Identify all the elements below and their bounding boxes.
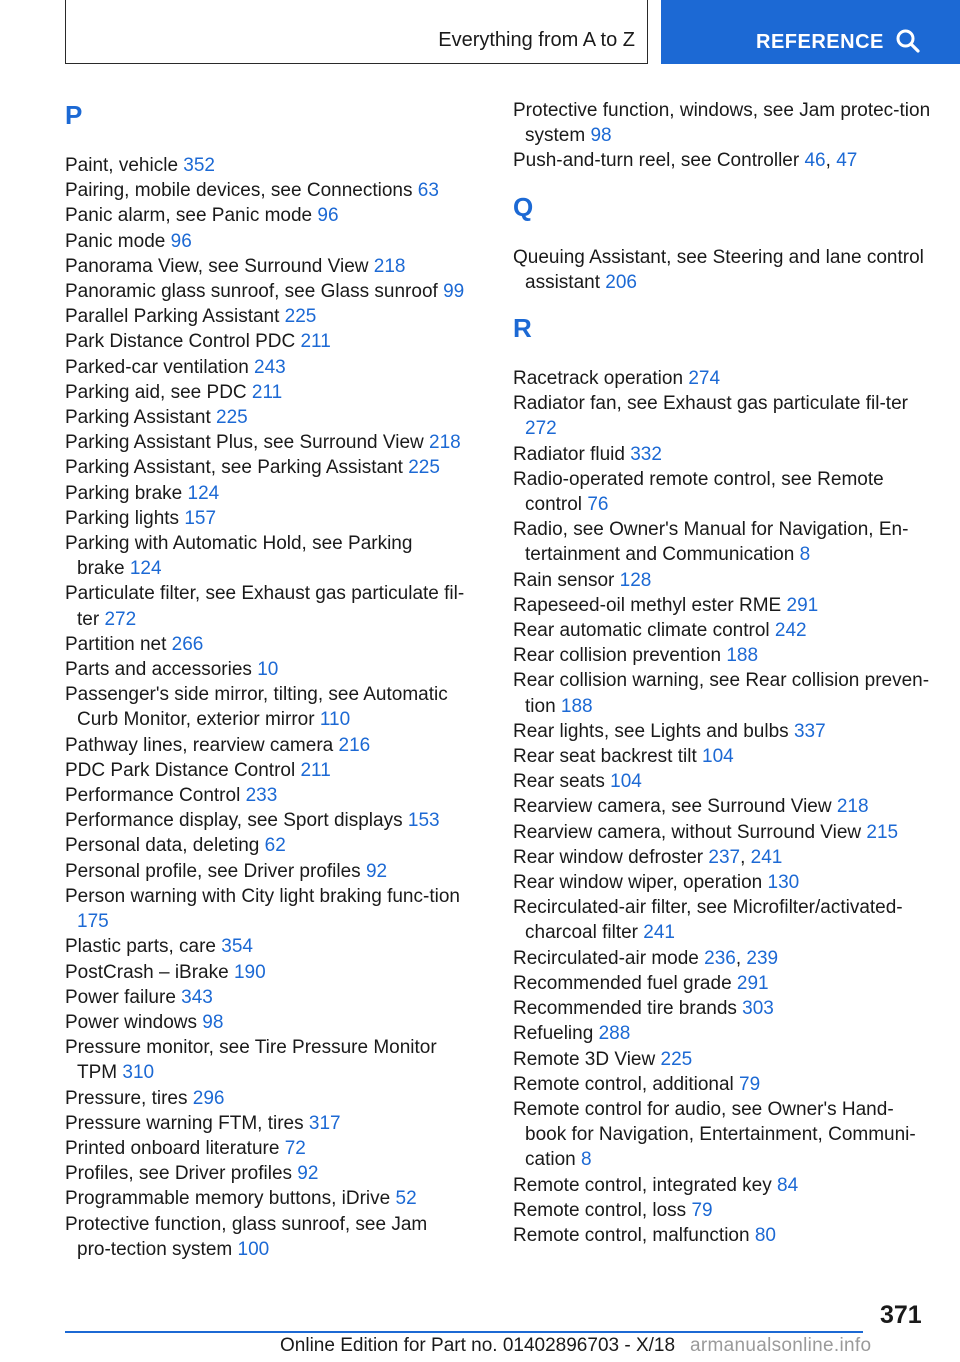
page-reference-link[interactable]: 233 xyxy=(245,785,278,807)
index-entry xyxy=(513,618,933,643)
index-entry-text: Push-and-turn reel, see Controller xyxy=(513,150,805,172)
index-entry xyxy=(513,1223,933,1248)
index-entry xyxy=(65,355,465,380)
index-entry-text: Rain sensor xyxy=(513,569,620,591)
page-reference-link[interactable]: 8 xyxy=(580,1149,592,1171)
index-column-right xyxy=(513,98,933,1248)
index-entry-text: Remote control, additional xyxy=(513,1073,740,1095)
index-entry xyxy=(65,1010,465,1035)
header-title: Everything from A to Z xyxy=(438,29,635,51)
index-entry xyxy=(65,506,465,531)
index-entry xyxy=(65,455,465,480)
page-reference-link[interactable]: 92 xyxy=(365,860,388,882)
index-entry xyxy=(513,820,933,845)
index-entry-text: Queuing Assistant, see Steering and lane control assistant xyxy=(513,246,924,293)
page-reference-link[interactable]: 153 xyxy=(407,810,440,832)
page-reference-link[interactable]: 332 xyxy=(630,443,662,465)
index-list-r xyxy=(513,366,933,1248)
index-entry-text: Parking lights xyxy=(65,507,185,529)
page-reference-link[interactable]: 211 xyxy=(300,759,331,781)
section-letter-r: R xyxy=(513,313,532,344)
index-entry xyxy=(65,758,465,783)
page-reference-link[interactable]: 124 xyxy=(129,558,162,580)
index-entry xyxy=(65,178,465,203)
index-entry-text: Recommended tire brands xyxy=(513,998,743,1020)
page-reference-link[interactable]: 317 xyxy=(308,1112,341,1134)
page-reference-link[interactable]: 96 xyxy=(170,230,192,252)
index-entry-text: Rear seats xyxy=(513,771,611,793)
page-reference-link[interactable]: 241 xyxy=(750,846,783,868)
index-entry-text: Parking with Automatic Hold, see Parking brake xyxy=(65,533,413,580)
index-entry-text: Pressure, tires xyxy=(65,1087,193,1109)
index-entry xyxy=(65,581,465,631)
index-entry: Recirculated-air mode 236, 239 xyxy=(513,947,779,969)
page-reference-link[interactable]: 225 xyxy=(216,407,248,429)
page-reference-link[interactable]: 218 xyxy=(429,432,461,454)
index-entry xyxy=(513,971,933,996)
page-reference-link[interactable]: 10 xyxy=(257,659,279,681)
index-entry xyxy=(65,405,465,430)
index-entry-text: Radiator fan, see Exhaust gas particulate fil‐ter xyxy=(513,393,908,415)
page-reference-link[interactable]: 47 xyxy=(836,150,858,172)
index-entry-text: Panic alarm, see Panic mode xyxy=(65,205,318,227)
index-entry xyxy=(65,1136,465,1161)
page-reference-link[interactable]: 272 xyxy=(525,418,557,440)
page-reference-link[interactable]: 188 xyxy=(726,645,759,667)
page-reference-link[interactable]: 98 xyxy=(202,1011,224,1033)
index-entry xyxy=(513,1173,933,1198)
index-entry-text: Parking aid, see PDC xyxy=(65,381,252,403)
page-reference-link[interactable]: 211 xyxy=(300,331,331,353)
index-entry xyxy=(65,203,465,228)
footer-divider xyxy=(65,1331,863,1333)
index-entry-text: Profiles, see Driver profiles xyxy=(65,1163,298,1185)
index-entry-text: Protective function, windows, see Jam protec‐tion system xyxy=(513,100,931,147)
index-entry xyxy=(65,783,465,808)
page-reference-link[interactable]: 337 xyxy=(793,720,826,742)
page-reference-link[interactable]: 225 xyxy=(408,457,440,479)
page-reference-link[interactable]: 310 xyxy=(122,1062,155,1084)
index-entry-text: Rearview camera, see Surround View xyxy=(513,796,837,818)
index-entry-text: Performance display, see Sport displays xyxy=(65,810,408,832)
index-entry-text: Remote control, malfunction xyxy=(513,1224,755,1246)
page-reference-link[interactable]: 84 xyxy=(777,1174,799,1196)
index-entry-text: Panic mode xyxy=(65,230,171,252)
index-entry-text: Refueling xyxy=(513,1023,599,1045)
index-entry xyxy=(513,895,933,945)
index-entry xyxy=(65,808,465,833)
reference-tab[interactable] xyxy=(661,0,960,64)
index-entry-text: Rear automatic climate control xyxy=(513,620,775,642)
index-entry xyxy=(65,279,465,304)
page-reference-link[interactable]: 288 xyxy=(598,1023,631,1045)
page-reference-link[interactable]: 225 xyxy=(284,306,317,328)
index-entry xyxy=(513,517,933,567)
index-entry-text: Power windows xyxy=(65,1011,203,1033)
page-reference-link[interactable]: 96 xyxy=(317,205,339,227)
index-entry-text: Panorama View, see Surround View xyxy=(65,255,374,277)
index-entry-text: Pairing, mobile devices, see Connections xyxy=(65,180,418,202)
page-reference-link[interactable]: 76 xyxy=(587,494,609,516)
reference-tab-label: REFERENCE xyxy=(756,31,884,53)
index-entry xyxy=(513,1021,933,1046)
index-entry xyxy=(513,794,933,819)
page-reference-link[interactable]: 354 xyxy=(221,936,253,958)
page-reference-link[interactable]: 211 xyxy=(251,381,283,403)
index-entry-text: Racetrack operation xyxy=(513,368,689,390)
index-entry-text: Rear seat backrest tilt xyxy=(513,746,703,768)
index-entry-text: Particulate filter, see Exhaust gas particulate fil‐ter xyxy=(65,583,465,630)
page-reference-link[interactable]: 237 xyxy=(708,846,741,868)
page-reference-link[interactable]: 80 xyxy=(754,1224,776,1246)
index-entry: Push-and-turn reel, see Controller 46, 47 xyxy=(513,150,858,172)
page-reference-link[interactable]: 242 xyxy=(774,620,807,642)
index-entry-text: Remote 3D View xyxy=(513,1048,661,1070)
index-column-left xyxy=(65,98,465,1262)
page-reference-link[interactable]: 79 xyxy=(739,1073,761,1095)
page-reference-link[interactable]: 190 xyxy=(233,961,266,983)
index-entry xyxy=(513,1072,933,1097)
index-entry xyxy=(65,833,465,858)
index-entry xyxy=(65,1111,465,1136)
index-entry xyxy=(513,1198,933,1223)
index-entry xyxy=(65,153,465,178)
index-entry xyxy=(65,960,465,985)
index-entry-text: Rear window defroster xyxy=(513,846,709,868)
page-reference-link[interactable]: 225 xyxy=(660,1048,693,1070)
page-reference-link[interactable]: 215 xyxy=(866,821,899,843)
page-reference-link[interactable]: 296 xyxy=(192,1087,225,1109)
page-reference-link[interactable]: 8 xyxy=(799,544,811,566)
page-reference-link[interactable]: 303 xyxy=(742,998,774,1020)
index-entry xyxy=(513,1097,933,1173)
index-entry xyxy=(513,1047,933,1072)
index-entry-text: Programmable memory buttons, iDrive xyxy=(65,1188,396,1210)
index-entry-text: Parking Assistant Plus, see Surround View xyxy=(65,432,430,454)
index-entry-text: Parallel Parking Assistant xyxy=(65,306,285,328)
index-entry xyxy=(513,442,933,467)
index-entry xyxy=(65,733,465,758)
index-entry-text: Radio, see Owner's Manual for Navigation, En‐tertainment and Communication xyxy=(513,519,909,566)
page-reference-link[interactable]: 291 xyxy=(736,972,769,994)
page-reference-link[interactable]: 291 xyxy=(786,594,819,616)
page-reference-link[interactable]: 266 xyxy=(171,633,204,655)
index-entry xyxy=(513,593,933,618)
section-letter-q: Q xyxy=(513,191,534,222)
index-entry-text: Pathway lines, rearview camera xyxy=(65,734,339,756)
index-entry-text: Parking Assistant, see Parking Assistant xyxy=(65,457,409,479)
footer-edition-text: Online Edition for Part no. 01402896703 - X/18 xyxy=(280,1335,676,1356)
page-reference-link[interactable]: 63 xyxy=(417,180,439,202)
index-entry xyxy=(65,254,465,279)
page-reference-link[interactable]: 343 xyxy=(181,986,213,1008)
search-icon[interactable] xyxy=(895,28,921,54)
page-reference-link[interactable]: 243 xyxy=(254,356,286,378)
index-entry-text: Personal data, deleting xyxy=(65,835,265,857)
index-entry xyxy=(513,744,933,769)
page-reference-link[interactable]: 110 xyxy=(319,709,351,731)
index-entry-text: Rear lights, see Lights and bulbs xyxy=(513,720,794,742)
index-list-p-continued xyxy=(513,98,933,174)
index-entry xyxy=(65,531,465,581)
index-entry xyxy=(65,304,465,329)
page-reference-link[interactable]: 352 xyxy=(183,155,215,176)
index-entry-text: Park Distance Control PDC xyxy=(65,331,301,353)
index-entry-text: Rear window wiper, operation xyxy=(513,872,768,894)
index-entry-text: Parked-car ventilation xyxy=(65,356,255,378)
index-entry-text: Paint, vehicle xyxy=(65,155,184,176)
index-entry-text: Rear collision warning, see Rear collision preven‐tion xyxy=(513,670,930,717)
page-reference-link[interactable]: 128 xyxy=(619,569,652,591)
index-entry xyxy=(65,632,465,657)
page-reference-link[interactable]: 130 xyxy=(767,872,800,894)
page-reference-link[interactable]: 175 xyxy=(77,911,109,933)
index-entry-text: Partition net xyxy=(65,633,172,655)
index-entry-text: Performance Control xyxy=(65,785,246,807)
index-entry-text: Protective function, glass sunroof, see Jam pro‐tection system xyxy=(65,1213,428,1260)
index-entry-text: Recirculated-air filter, see Microfilter/activated-charcoal filter xyxy=(513,897,903,944)
page-reference-link[interactable]: 124 xyxy=(187,482,220,504)
page-reference-link[interactable]: 236 xyxy=(704,947,736,969)
index-entry-text: Radio-operated remote control, see Remote control xyxy=(513,468,884,516)
index-entry xyxy=(513,391,933,441)
index-entry-text: Rearview camera, without Surround View xyxy=(513,821,867,843)
index-entry-text: Personal profile, see Driver profiles xyxy=(65,860,366,882)
page-reference-link[interactable]: 62 xyxy=(264,835,286,857)
index-entry-text: Power failure xyxy=(65,986,182,1008)
index-entry xyxy=(513,668,933,718)
index-entry-text: Panoramic glass sunroof, see Glass sunroof xyxy=(65,281,444,303)
section-letter-p: P xyxy=(65,100,83,130)
index-entry-text: Printed onboard literature xyxy=(65,1137,285,1159)
page-reference-link[interactable]: 100 xyxy=(237,1238,270,1260)
index-entry xyxy=(65,1035,465,1085)
index-entry-text: Parts and accessories xyxy=(65,659,258,681)
index-entry xyxy=(65,430,465,455)
page-reference-link[interactable]: 218 xyxy=(373,255,406,277)
index-entry: Rear window defroster 237, 241 xyxy=(513,846,783,868)
page-reference-link[interactable]: 216 xyxy=(338,734,371,756)
page-reference-link[interactable]: 206 xyxy=(605,271,637,293)
index-entry xyxy=(65,229,465,254)
index-entry xyxy=(65,329,465,354)
index-entry xyxy=(65,682,465,732)
index-entry-text: Parking brake xyxy=(65,482,188,504)
index-entry-text: Person warning with City light braking func‐tion xyxy=(65,885,460,907)
index-entry-text: PDC Park Distance Control xyxy=(65,759,301,781)
index-entry-text: Remote control for audio, see Owner's Hand‐book for Navigation, Entertainment, Communi‐cation xyxy=(513,1098,916,1171)
page-reference-link[interactable]: 274 xyxy=(688,368,721,390)
index-list-q xyxy=(513,245,933,295)
page-reference-link[interactable]: 92 xyxy=(297,1163,319,1185)
page-reference-link[interactable]: 241 xyxy=(643,922,675,944)
index-entry-text: Recirculated-air mode xyxy=(513,947,705,969)
header-title-box xyxy=(65,0,648,64)
index-entry xyxy=(513,719,933,744)
index-entry xyxy=(513,245,933,295)
index-entry-text: Pressure monitor, see Tire Pressure Monitor TPM xyxy=(65,1037,437,1084)
index-entry xyxy=(65,1086,465,1111)
index-entry xyxy=(513,467,933,517)
index-entry-text: Passenger's side mirror, tilting, see Automatic Curb Monitor, exterior mirror xyxy=(65,684,448,731)
page-reference-link[interactable]: 72 xyxy=(284,1137,306,1159)
index-entry-text: Pressure warning FTM, tires xyxy=(65,1112,309,1134)
index-entry-text: Rapeseed-oil methyl ester RME xyxy=(513,594,787,616)
page-reference-link[interactable]: 218 xyxy=(836,796,869,818)
index-entry xyxy=(65,481,465,506)
page-reference-link[interactable]: 99 xyxy=(443,281,465,303)
index-entry-text: Recommended fuel grade xyxy=(513,972,737,994)
index-entry xyxy=(65,934,465,959)
index-list-p xyxy=(65,153,465,1262)
page-reference-link[interactable]: 104 xyxy=(610,771,642,793)
index-entry-text: Remote control, integrated key xyxy=(513,1174,778,1196)
index-entry-text: Remote control, loss xyxy=(513,1199,692,1221)
page-reference-link[interactable]: 272 xyxy=(104,608,137,630)
index-entry xyxy=(513,769,933,794)
index-entry xyxy=(513,643,933,668)
index-entry xyxy=(65,657,465,682)
page-reference-link[interactable]: 239 xyxy=(746,947,779,969)
page-reference-link[interactable]: 52 xyxy=(395,1188,417,1210)
index-entry xyxy=(65,380,465,405)
index-entry-text: Radiator fluid xyxy=(513,443,631,465)
page-reference-link[interactable]: 98 xyxy=(590,125,612,147)
footer-watermark: armanualsonline.info xyxy=(690,1335,872,1356)
index-entry xyxy=(513,870,933,895)
index-entry-text: Parking Assistant xyxy=(65,407,217,429)
index-entry-text: PostCrash – iBrake xyxy=(65,961,234,983)
index-entry xyxy=(513,568,933,593)
page-reference-link[interactable]: 188 xyxy=(560,695,593,717)
index-entry xyxy=(65,985,465,1010)
index-entry xyxy=(65,859,465,884)
index-entry xyxy=(65,884,465,934)
index-entry xyxy=(513,996,933,1021)
page-reference-link[interactable]: 104 xyxy=(702,746,734,768)
index-entry xyxy=(65,1161,465,1186)
index-entry xyxy=(513,366,933,391)
page-reference-link[interactable]: 79 xyxy=(691,1199,713,1221)
index-entry-text: Plastic parts, care xyxy=(65,936,222,958)
index-entry xyxy=(65,1186,465,1211)
page-number: 371 xyxy=(880,1301,922,1329)
index-entry xyxy=(65,1212,465,1262)
page-reference-link[interactable]: 157 xyxy=(184,507,217,529)
index-entry xyxy=(513,98,933,148)
index-entry-text: Rear collision prevention xyxy=(513,645,727,667)
page-reference-link[interactable]: 46 xyxy=(804,150,826,172)
